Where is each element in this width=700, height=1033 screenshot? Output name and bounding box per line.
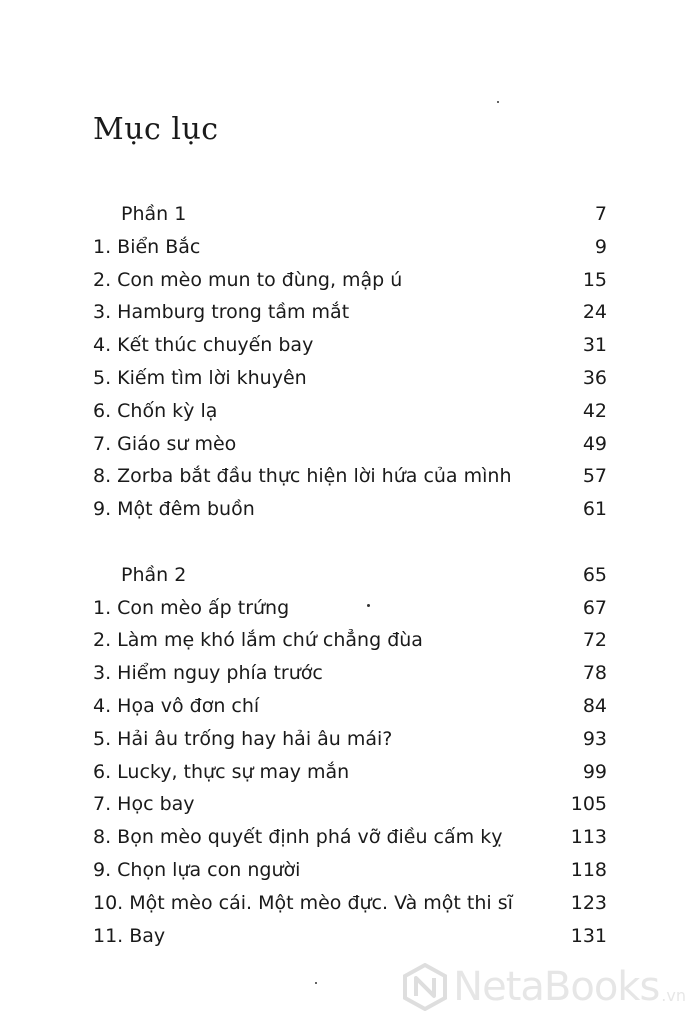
toc-entry-label: 4. Kết thúc chuyến bay bbox=[93, 334, 314, 357]
toc-page-number: 93 bbox=[582, 727, 607, 750]
section-spacer bbox=[93, 526, 607, 559]
toc-page-number: 57 bbox=[582, 465, 607, 488]
toc-entry-label: 10. Một mèo cái. Một mèo đực. Và một thi sĩ bbox=[93, 891, 513, 914]
toc-entry-label: 6. Chốn kỳ lạ bbox=[93, 399, 218, 422]
toc-entry bbox=[93, 395, 607, 428]
toc-entry bbox=[93, 756, 607, 789]
toc-entry-label: 4. Họa vô đơn chí bbox=[93, 694, 260, 717]
toc-entry-label: 9. Chọn lựa con người bbox=[93, 858, 301, 881]
toc-entry bbox=[93, 887, 607, 920]
watermark-brand: NetaBooks bbox=[453, 964, 660, 1010]
toc-page-number: 78 bbox=[582, 662, 607, 685]
toc-entry bbox=[93, 460, 607, 493]
toc-page-number: 84 bbox=[582, 694, 607, 717]
toc-page-number: 99 bbox=[582, 760, 607, 783]
scan-speck bbox=[367, 604, 370, 607]
toc-page-number: 24 bbox=[582, 301, 607, 324]
toc-entry bbox=[93, 920, 607, 953]
toc-entry-label: 7. Giáo sư mèo bbox=[93, 432, 237, 455]
toc-entry bbox=[93, 362, 607, 395]
toc-entry-label: 8. Zorba bắt đầu thực hiện lời hứa của mình bbox=[93, 465, 512, 488]
toc-entry-label: 6. Lucky, thực sự may mắn bbox=[93, 760, 350, 783]
toc-entry-label: 9. Một đêm buồn bbox=[93, 498, 255, 521]
toc-page-number: 67 bbox=[582, 596, 607, 619]
toc-entry bbox=[93, 428, 607, 461]
toc-part-label: Phần 1 bbox=[121, 203, 187, 225]
toc-page-number: 36 bbox=[582, 366, 607, 389]
scan-speck bbox=[497, 101, 499, 103]
toc-page-number: 65 bbox=[582, 563, 607, 586]
toc-page-number: 9 bbox=[594, 235, 607, 258]
toc-entry-label: 3. Hiểm nguy phía trước bbox=[93, 662, 323, 685]
toc-entry bbox=[93, 723, 607, 756]
toc-page-number: 131 bbox=[570, 924, 607, 947]
toc-page-number: 15 bbox=[582, 268, 607, 291]
toc-entry bbox=[93, 657, 607, 690]
toc-entry bbox=[93, 690, 607, 723]
toc-entry-label: 1. Con mèo ấp trứng bbox=[93, 596, 290, 619]
toc-page-number: 105 bbox=[570, 793, 607, 816]
toc-entry bbox=[93, 231, 607, 264]
toc-entry bbox=[93, 592, 607, 625]
toc-entry-label: 5. Kiếm tìm lời khuyên bbox=[93, 366, 307, 389]
toc-page-number: 7 bbox=[594, 203, 607, 225]
toc-part-1 bbox=[93, 198, 607, 231]
toc-page-number: 113 bbox=[570, 826, 607, 849]
toc-entry bbox=[93, 821, 607, 854]
toc-entry-label: 8. Bọn mèo quyết định phá vỡ điều cấm kỵ bbox=[93, 826, 503, 849]
toc-page-number: 42 bbox=[582, 399, 607, 422]
toc-entry bbox=[93, 264, 607, 297]
toc-entry-label: 11. Bay bbox=[93, 924, 166, 947]
toc-part-2 bbox=[93, 559, 607, 592]
toc-entry bbox=[93, 624, 607, 657]
scan-speck bbox=[315, 982, 317, 984]
toc-entry bbox=[93, 788, 607, 821]
toc-page-number: 118 bbox=[570, 858, 607, 881]
toc-entry-label: 7. Học bay bbox=[93, 793, 195, 816]
netabooks-logo-icon bbox=[401, 963, 449, 1011]
netabooks-watermark bbox=[401, 963, 686, 1011]
toc-entry bbox=[93, 854, 607, 887]
toc-page-number: 72 bbox=[582, 629, 607, 652]
toc-entry-label: 2. Làm mẹ khó lắm chứ chẳng đùa bbox=[93, 629, 423, 652]
table-of-contents bbox=[93, 198, 607, 952]
toc-entry-label: 5. Hải âu trống hay hải âu mái? bbox=[93, 727, 393, 750]
toc-page-number: 31 bbox=[582, 334, 607, 357]
toc-entry bbox=[93, 493, 607, 526]
toc-entry-label: 2. Con mèo mun to đùng, mập ú bbox=[93, 268, 403, 291]
toc-page-number: 61 bbox=[582, 498, 607, 521]
toc-entry bbox=[93, 329, 607, 362]
page-title: Mục lục bbox=[93, 112, 219, 147]
watermark-suffix: .vn bbox=[661, 986, 686, 1005]
toc-part-label: Phần 2 bbox=[121, 563, 187, 586]
toc-page-number: 49 bbox=[582, 432, 607, 455]
toc-entry-label: 3. Hamburg trong tầm mắt bbox=[93, 301, 350, 324]
toc-entry-label: 1. Biển Bắc bbox=[93, 235, 201, 258]
toc-page-number: 123 bbox=[570, 891, 607, 914]
toc-entry bbox=[93, 296, 607, 329]
